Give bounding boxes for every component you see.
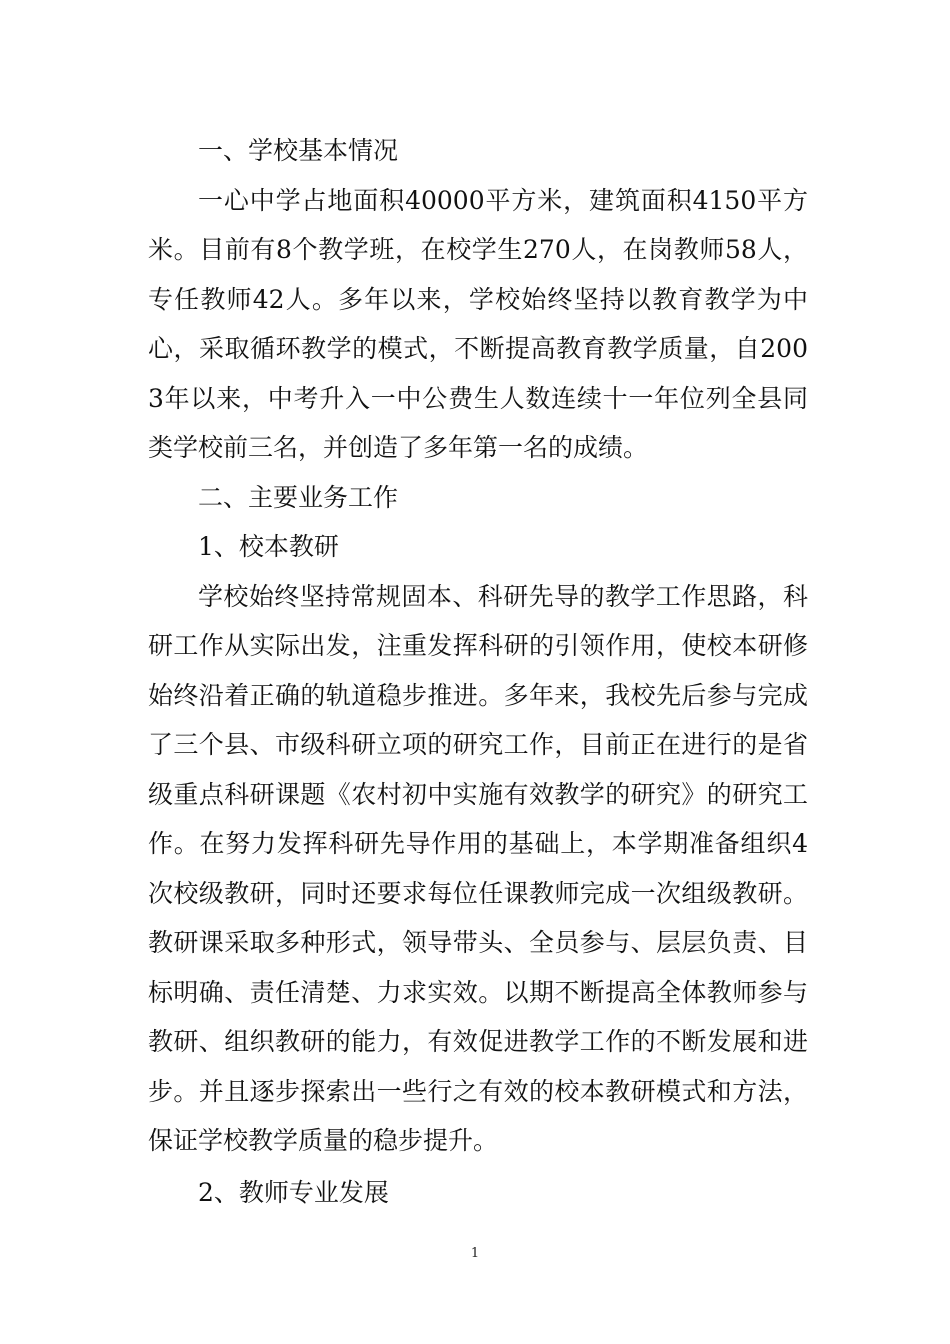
subsection-heading-teacher-development: 2、教师专业发展 xyxy=(198,1177,389,1207)
page-number: 1 xyxy=(470,1246,480,1261)
subsection-heading-school-research: 1、校本教研 xyxy=(198,532,339,561)
paragraph-school-research: 学校始终坚持常规固本、科研先导的教学工作思路，科研工作从实际出发，注重发挥科研的引领作用，使校本研修始终沿着正确的轨道稳步推进。多年来，我校先后参与完成了三个县、市级科研立项的研究工作，目前正在进行的是省级重点科研课题《农村初中实施有效教学的研究》的研究工作。在努力发挥科研先导作用的基础上，本学期准备组织4次校级教研，同时还要求每位任课教师完成一次组级教研。教研课采取多种形式，领导带头、全员参与、层层负责、目标明确、责任清楚、力求实效。以期不断提高全体教师参与教研、组织教研的能力，有效促进教学工作的不断发展和进步。并且逐步探索出一些行之有效的校本教研模式和方法，保证学校教学质量的稳步提升。 xyxy=(148,581,808,1155)
paragraph-basic-info: 一心中学占地面积40000平方米，建筑面积4150平方米。目前有8个教学班，在校学生270人，在岗教师58人，专任教师42人。多年以来，学校始终坚持以教育教学为中心，采取循环教学的模式，不断提高教育教学质量，自2003年以来，中考升入一中公费生人数连续十一年位列全县同类学校前三名，并创造了多年第一名的成绩。 xyxy=(148,185,808,462)
document-body xyxy=(148,126,808,1217)
section-heading-basic-info: 一、学校基本情况 xyxy=(198,136,399,165)
section-heading-main-work: 二、主要业务工作 xyxy=(198,482,399,512)
